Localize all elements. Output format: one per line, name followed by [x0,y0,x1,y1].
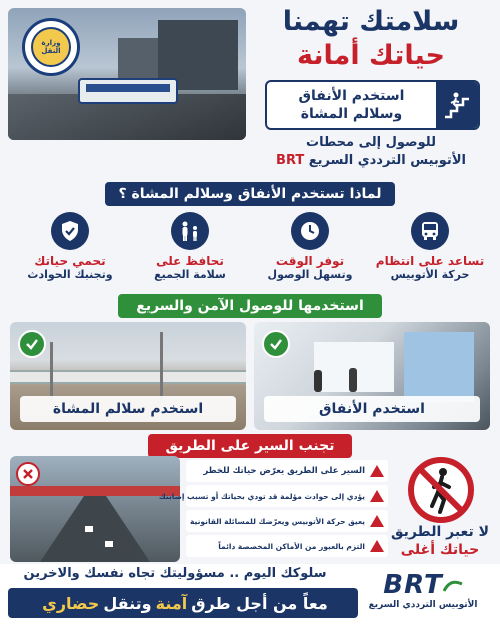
bus-icon [411,212,449,250]
warning-icon [370,465,384,477]
use-tunnels-banner [265,80,480,130]
reach-line1: للوصول إلى محطات [306,135,436,150]
cross-icon [16,462,40,486]
clock-icon [291,212,329,250]
list-item: التزم بالعبور من الأماكن المخصصة دائماً [186,535,388,557]
checkmark-icon [18,330,46,358]
shield-check-icon [51,212,89,250]
list-item: السير على الطريق يعرّض حياتك للخطر [186,460,388,482]
ministry-logo: وزارة النقل [22,18,80,76]
reach-line2: الأتوبيس الترددي السريع [308,153,466,168]
tunnel-photo [254,322,490,430]
warning-icon [370,515,384,527]
together-banner: معاً من أجل طرق آمنة وتنقل حضاري [8,588,358,618]
warning-icon [370,540,384,552]
brt-swoosh-icon [443,579,463,593]
why-title: لماذا تستخدم الأنفاق وسلالم المشاة ؟ [105,182,395,206]
hero-photo [8,8,246,140]
use-line2: وسلالم المشاة [300,106,403,122]
sign-line2: حياتك أغلى [400,542,480,558]
benefit-item: تساعد على انتظام حركة الأتوبيس [375,212,485,290]
list-item: يعيق حركة الأتوبيس ويعرّضك للمسائلة القانونية [186,510,388,532]
tunnel-caption: استخدم الأنفاق [264,396,480,422]
stairs-photo [10,322,246,430]
title-line2: حياتك أمانة [297,40,445,71]
benefit-item: تحافظ على سلامة الجميع [135,212,245,290]
benefit-item: توفر الوقت وتسهل الوصول [255,212,365,290]
benefits-row [10,212,490,290]
avoid-title: تجنب السير على الطريق [148,434,352,458]
avoid-rules [158,460,388,560]
checkmark-icon [262,330,290,358]
list-item: يؤدي إلى حوادث مؤلمة قد تودي بحياتك أو تسبب إصابتك [186,485,388,507]
brt-logo: BRT الأتوبيس الترددي السريع [368,570,478,610]
reach-brt: BRT [276,153,305,168]
use-safe-title: استخدمها للوصول الآمن والسريع [118,294,382,318]
sign-line1: لا تعبر الطريق [390,524,490,540]
stairs-walker-icon [436,82,478,128]
family-icon [171,212,209,250]
use-line1: استخدم الأنفاق [298,88,405,104]
road-photo [10,456,180,562]
title-line1: سلامتك تهمنا [282,6,460,37]
reach-text [256,134,486,170]
stairs-caption: استخدم سلالم المشاة [20,396,236,422]
behavior-text: سلوكك اليوم .. مسؤوليتك تجاه نفسك والاخرين [23,566,327,581]
no-crossing-sign-icon [402,456,480,526]
bus-illustration [78,78,178,104]
warning-icon [370,490,384,502]
benefit-item: تحمي حياتك وتجنبك الحوادث [15,212,125,290]
